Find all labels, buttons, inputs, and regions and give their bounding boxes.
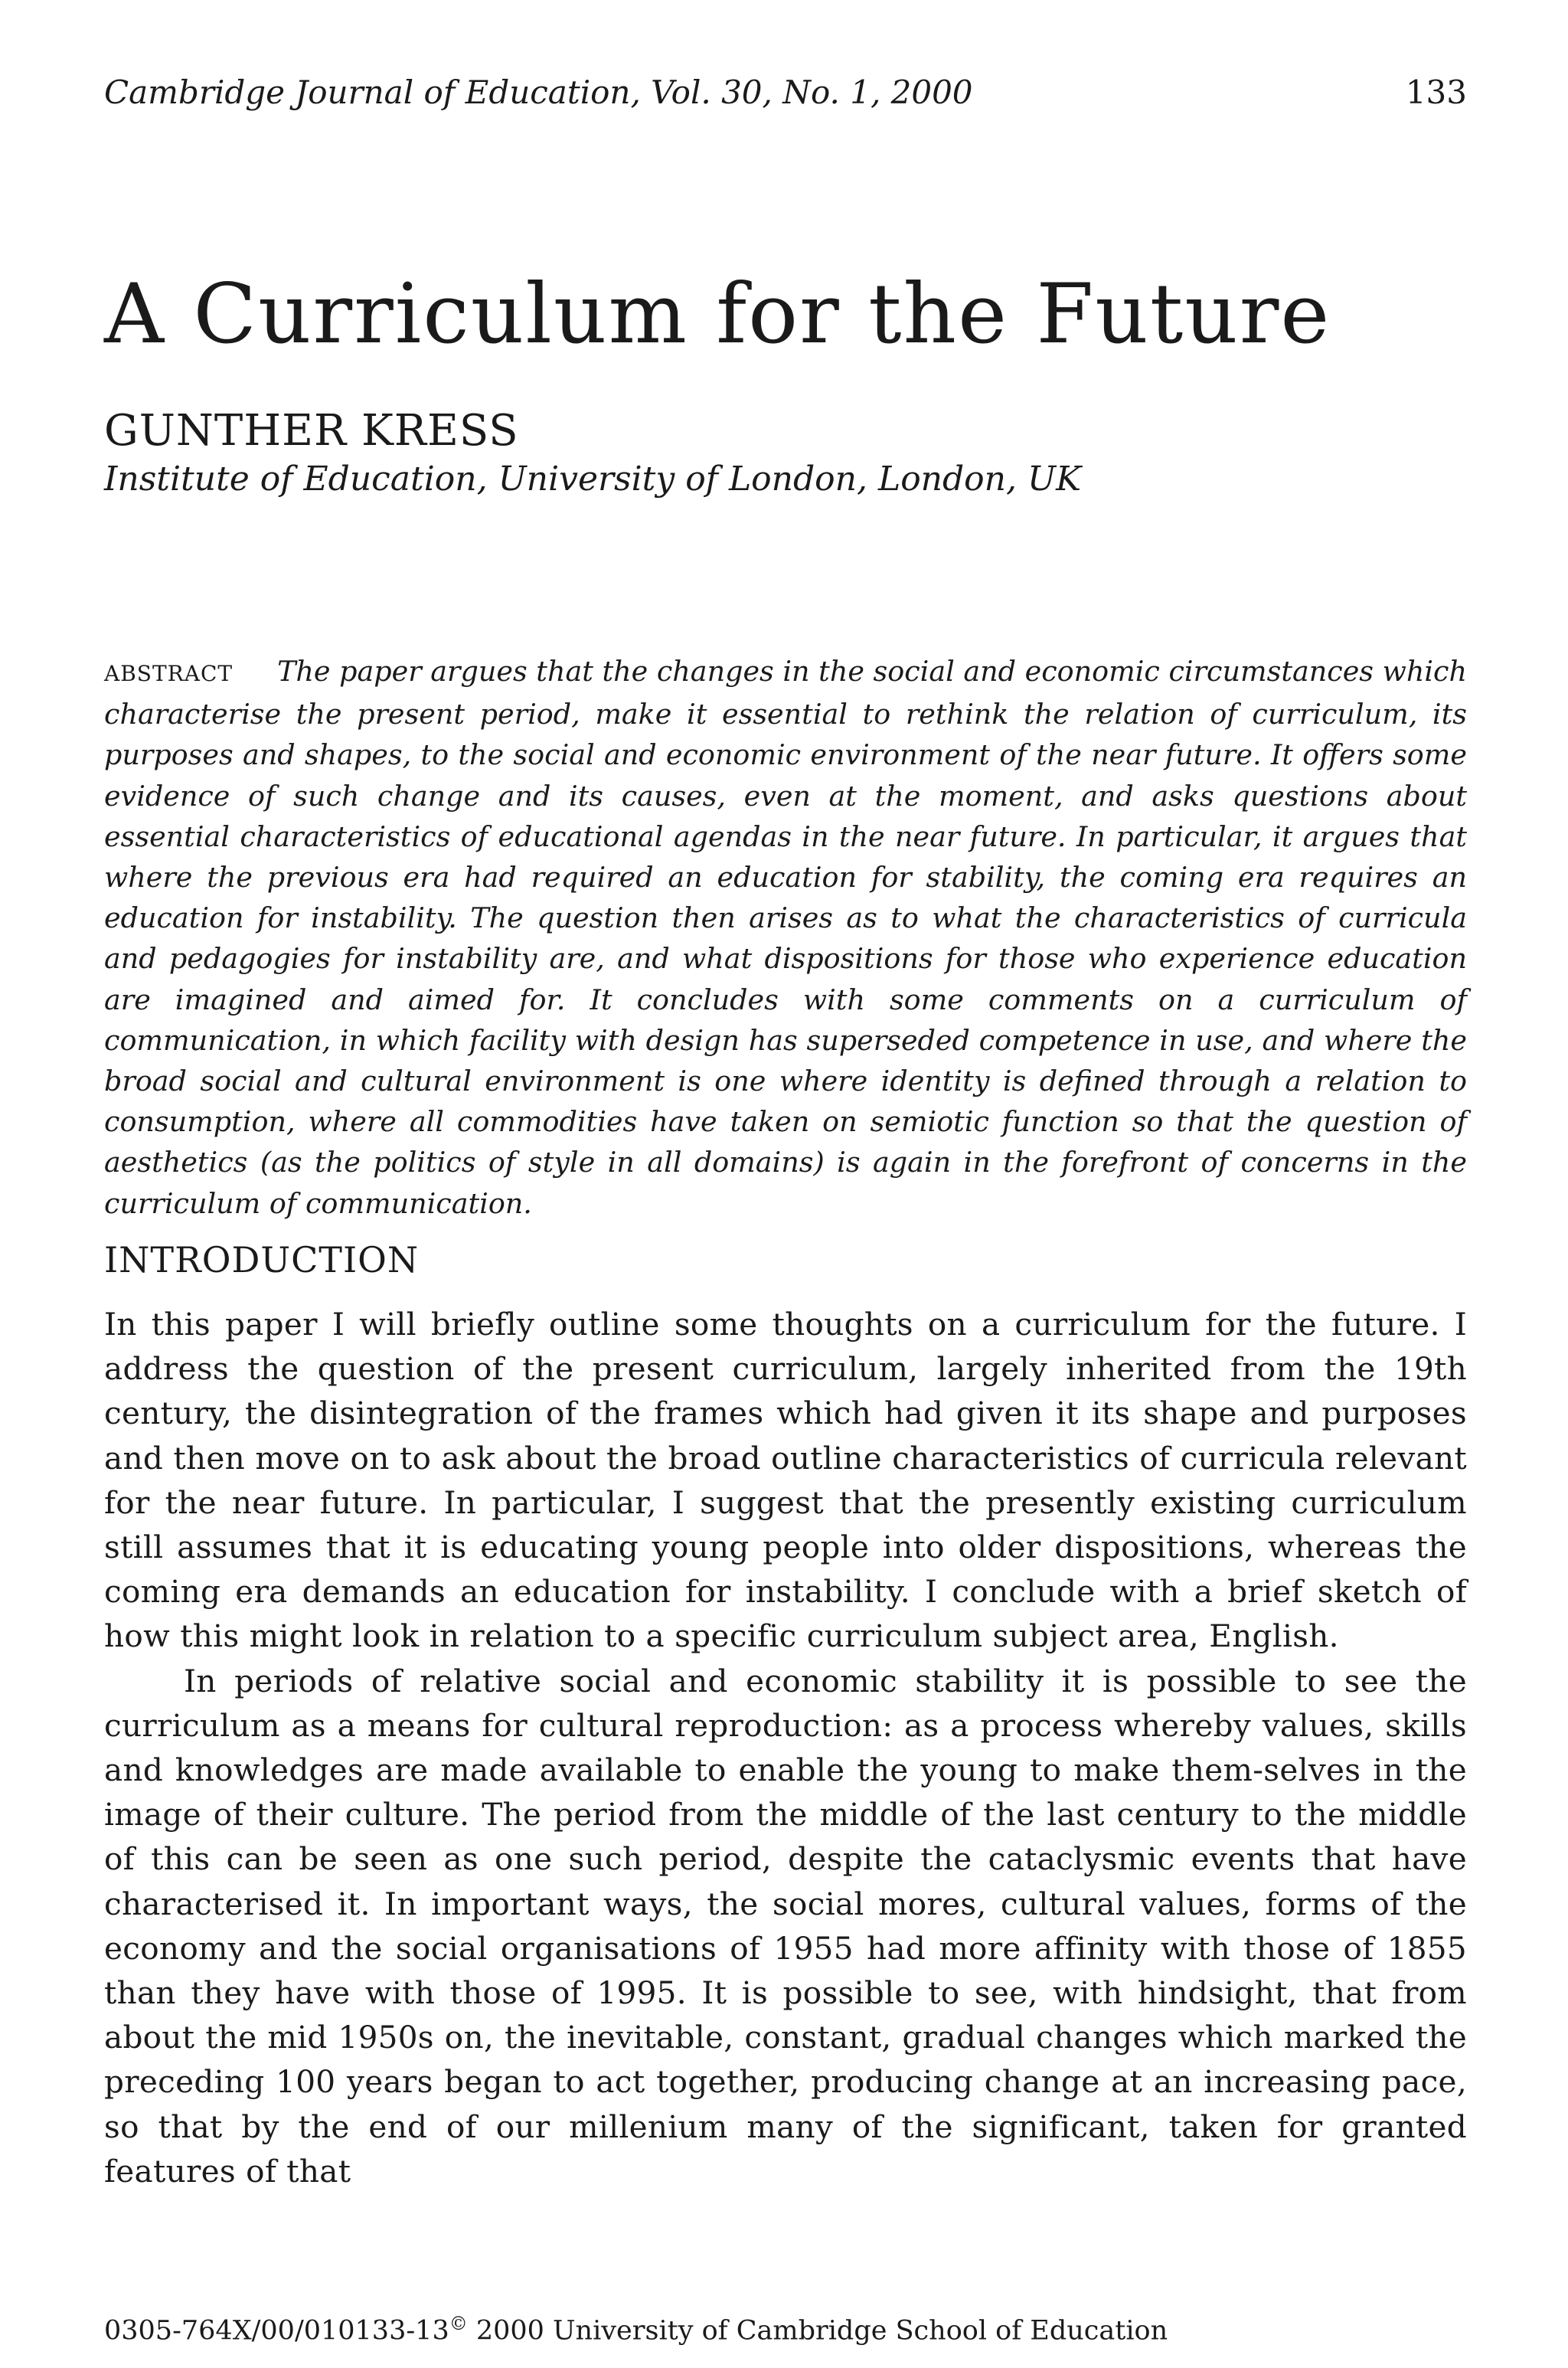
abstract-label: ABSTRACT bbox=[104, 661, 234, 686]
issn-code: 0305-764X/00/010133-13 bbox=[104, 2315, 449, 2347]
journal-page bbox=[104, 0, 1467, 2368]
author-affiliation: Institute of Education, University of London, London, UK bbox=[104, 460, 1081, 499]
copyright-footer bbox=[104, 2313, 1168, 2347]
section-heading-introduction: INTRODUCTION bbox=[104, 1239, 420, 1280]
abstract bbox=[104, 651, 1467, 1224]
article-title: A Curriculum for the Future bbox=[104, 267, 1331, 362]
abstract-text: The paper argues that the changes in the social and economic circumstances which characterise the present period, make it essential to rethink the relation of curriculum, its purposes and shapes, to the social and economic environment of the near future. It offers some evidence of such change and its causes, even at the moment, and asks questions about essential characteristics of educational agendas in the near future. In particular, it argues that where the previous era had required an education for stability, the coming era requires an education for instability. The question then arises as to what the characteristics of curricula and pedagogies for instability are, and what dispositions for those who experience education are imagined and aimed for. It concludes with some comments on a curriculum of communication, in which facility with design has superseded competence in use, and where the broad social and cultural environment is one where identity is defined through a relation to consumption, where all commodities have taken on semiotic function so that the question of aesthetics (as the politics of style in all domains) is again in the forefront of concerns in the curriculum of communication. bbox=[104, 655, 1468, 1220]
page-number: 133 bbox=[1405, 74, 1467, 111]
copyright-symbol: © bbox=[449, 2313, 468, 2334]
body-paragraph: In periods of relative social and economic stability it is possible to see the curriculum as a means for cultural reproduction: as a process whereby values, skills and knowledges are made available to enable the young to make them-selves in the image of their culture. The period from the middle of the last century to the middle of this can be seen as one such period, despite the cataclysmic events that have characterised it. In important ways, the social mores, cultural values, forms of the economy and the social organisations of 1955 had more affinity with those of 1855 than they have with those of 1995. It is possible to see, with hindsight, that from about the mid 1950s on, the inevitable, constant, gradual changes which marked the preceding 100 years began to act together, producing change at an increasing pace, so that by the end of our millenium many of the significant, taken for granted features of that bbox=[104, 1662, 1467, 2190]
author-name: GUNTHER KRESS bbox=[104, 406, 519, 456]
copyright-text: 2000 University of Cambridge School of Education bbox=[467, 2315, 1168, 2347]
running-head bbox=[104, 74, 1467, 119]
body-paragraph: In this paper I will briefly outline some thoughts on a curriculum for the future. I address the question of the present curriculum, largely inherited from the 19th century, the disintegration of the frames which had given it its shape and purposes and then move on to ask about the broad outline characteristics of curricula relevant for the near future. In particular, I suggest that the presently existing curriculum still assumes that it is educating young people into older dispositions, whereas the coming era demands an education for instability. I conclude with a brief sketch of how this might look in relation to a specific curriculum subject area, English. bbox=[104, 1306, 1467, 1655]
journal-citation: Cambridge Journal of Education, Vol. 30, No. 1, 2000 bbox=[104, 74, 973, 111]
article-body bbox=[104, 1302, 1467, 2193]
